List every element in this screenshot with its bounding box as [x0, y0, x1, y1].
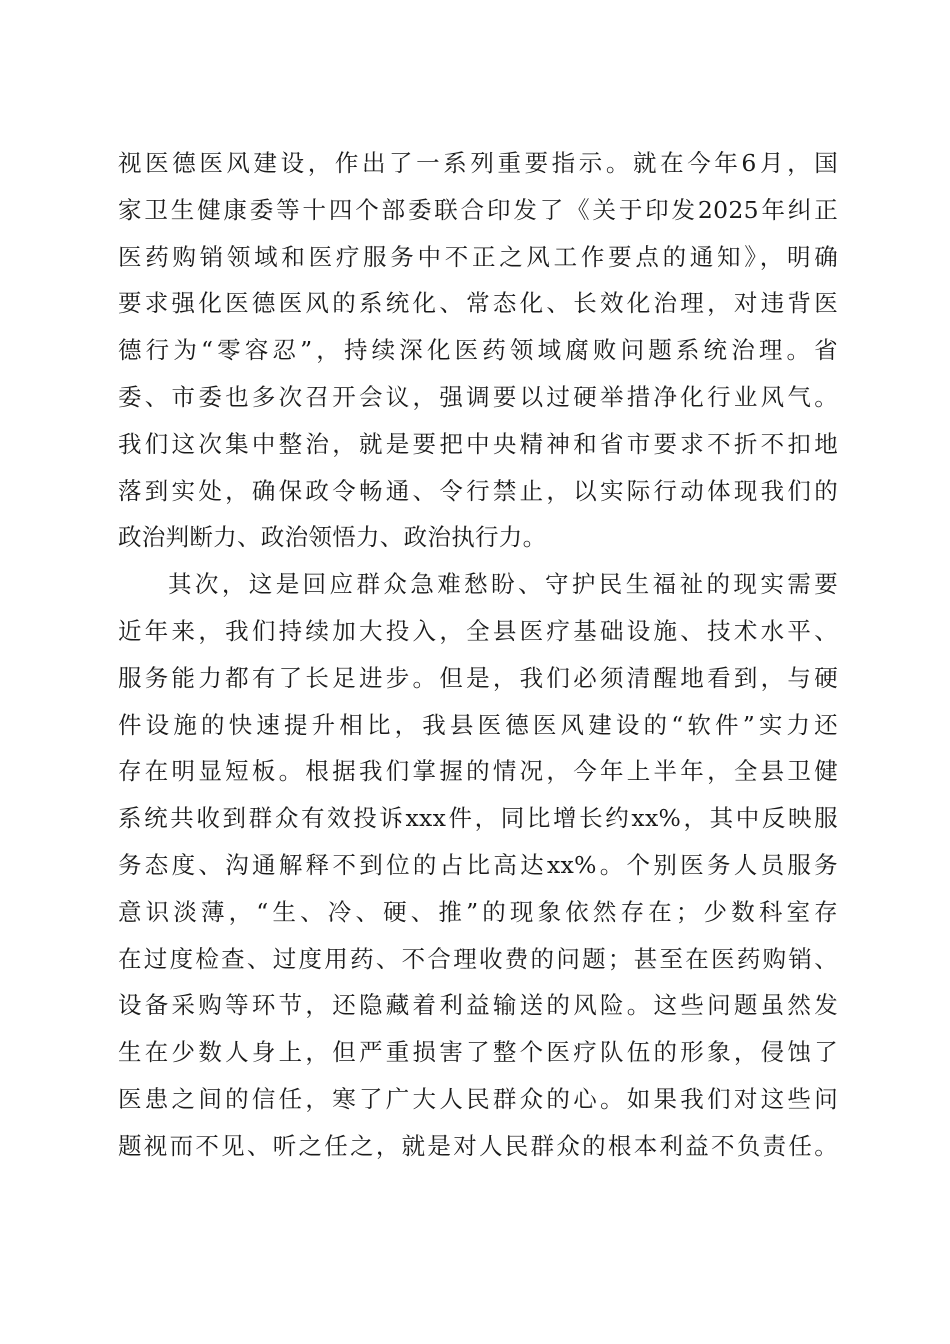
paragraph-line: 医药购销领域和医疗服务中不正之风工作要点的通知》，明确: [118, 242, 838, 271]
paragraph-line: 家卫生健康委等十四个部委联合印发了《关于印发2025年纠正: [118, 195, 838, 224]
paragraph-line: 务态度、沟通解释不到位的占比高达xx%。个别医务人员服务: [118, 850, 838, 879]
paragraph-line: 我们这次集中整治，就是要把中央精神和省市要求不折不扣地: [118, 429, 838, 458]
paragraph-line: 落到实处，确保政令畅通、令行禁止，以实际行动体现我们的: [118, 476, 838, 505]
paragraph-first-line: 其次，这是回应群众急难愁盼、守护民生福祉的现实需要: [168, 570, 838, 599]
paragraph-line: 存在明显短板。根据我们掌握的情况，今年上半年，全县卫健: [118, 757, 838, 786]
paragraph-line: 件设施的快速提升相比，我县医德医风建设的“软件”实力还: [118, 710, 838, 739]
paragraph-line: 系统共收到群众有效投诉xxx件，同比增长约xx%，其中反映服: [118, 804, 838, 833]
paragraph-line: 生在少数人身上，但严重损害了整个医疗队伍的形象，侵蚀了: [118, 1038, 838, 1067]
paragraph-line: 视医德医风建设，作出了一系列重要指示。就在今年6月，国: [118, 149, 838, 177]
paragraph-line: 近年来，我们持续加大投入，全县医疗基础设施、技术水平、: [118, 616, 838, 645]
paragraph-line: 服务能力都有了长足进步。但是，我们必须清醒地看到，与硬: [118, 663, 838, 692]
paragraph-line: 委、市委也多次召开会议，强调要以过硬举措净化行业风气。: [118, 382, 838, 411]
paragraph-line: 题视而不见、听之任之，就是对人民群众的根本利益不负责任。: [118, 1131, 838, 1160]
paragraph-line: 设备采购等环节，还隐藏着利益输送的风险。这些问题虽然发: [118, 991, 838, 1020]
body-text: [118, 140, 838, 1170]
paragraph-line: 在过度检查、过度用药、不合理收费的问题；甚至在医药购销、: [118, 944, 838, 973]
paragraph-line: 政治判断力、政治领悟力、政治执行力。: [118, 523, 547, 552]
paragraph-line: 德行为“零容忍”，持续深化医药领域腐败问题系统治理。省: [118, 336, 838, 365]
paragraph-line: 医患之间的信任，寒了广大人民群众的心。如果我们对这些问: [118, 1084, 838, 1113]
paragraph-line: 意识淡薄，“生、冷、硬、推”的现象依然存在；少数科室存: [118, 897, 838, 926]
paragraph-line: 要求强化医德医风的系统化、常态化、长效化治理，对违背医: [118, 289, 838, 318]
